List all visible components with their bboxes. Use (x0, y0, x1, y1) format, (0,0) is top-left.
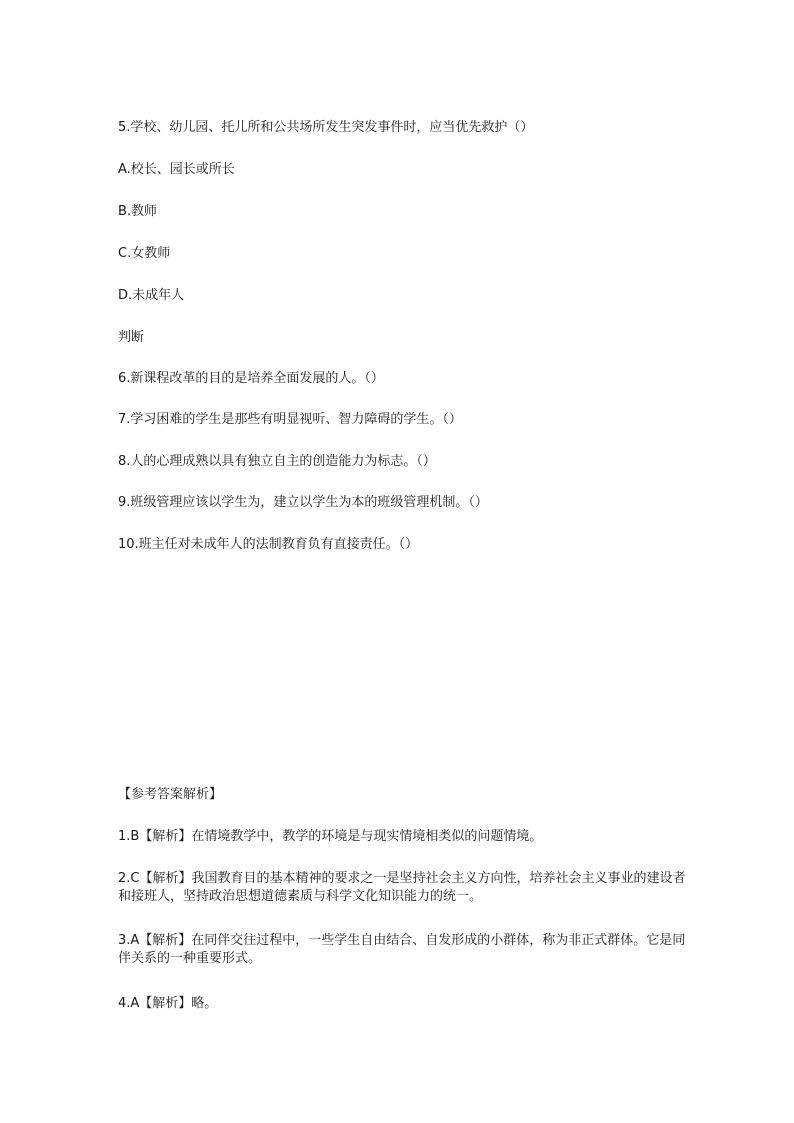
judge-question-9: 9.班级管理应该以学生为，建立以学生为本的班级管理机制。（） (118, 495, 488, 510)
answer-1: 1.B【解析】在情境教学中，教学的环境是与现实情境相类似的问题情境。 (118, 829, 543, 844)
judge-question-8: 8.人的心理成熟以具有独立自主的创造能力为标志。（） (118, 454, 436, 469)
judge-question-10: 10.班主任对未成年人的法制教育负有直接责任。（） (118, 537, 419, 552)
question-5-option-d: D.未成年人 (118, 288, 185, 303)
judge-question-7: 7.学习困难的学生是那些有明显视听、智力障碍的学生。（） (118, 412, 462, 427)
question-5-option-a: A.校长、园长或所长 (118, 162, 235, 177)
answers-heading: 【参考答案解析】 (118, 787, 223, 802)
question-5-option-b: B.教师 (118, 204, 158, 219)
judge-question-6: 6.新课程改革的目的是培养全面发展的人。（） (118, 371, 384, 386)
question-5-stem: 5.学校、幼儿园、托儿所和公共场所发生突发事件时，应当优先救护（） (118, 120, 534, 135)
judge-section-heading: 判断 (118, 330, 145, 345)
answer-3: 3.A【解析】在同伴交往过程中，一些学生自由结合、自发形成的小群体，称为非正式群体。它是同伴关系的一种重要形式。 (118, 933, 686, 966)
question-5-option-c: C.女教师 (118, 246, 171, 261)
answer-2: 2.C【解析】我国教育目的基本精神的要求之一是坚持社会主义方向性，培养社会主义事业的建设者和接班人，坚持政治思想道德素质与科学文化知识能力的统一。 (118, 871, 686, 904)
answer-4: 4.A【解析】略。 (118, 996, 218, 1011)
